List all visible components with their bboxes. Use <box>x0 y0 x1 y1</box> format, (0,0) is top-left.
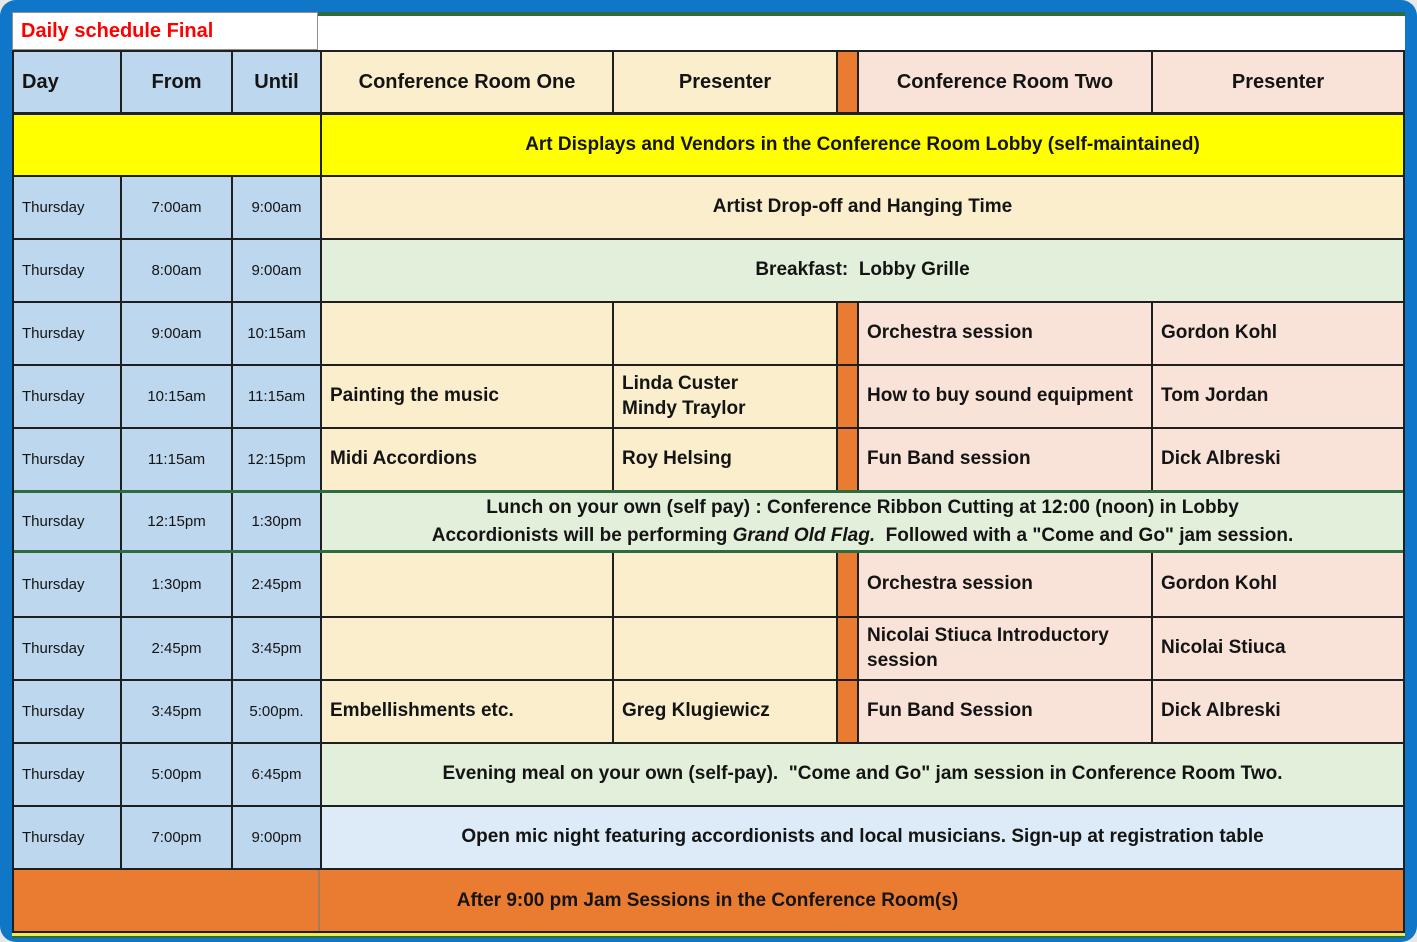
day-cell: Thursday <box>14 618 120 679</box>
presenter-one-cell <box>612 553 836 616</box>
presenter-two-cell: Gordon Kohl <box>1151 303 1403 364</box>
evening-meal-text: Evening meal on your own (self-pay). "Come and Go" jam session in Conference Room Two. <box>320 744 1403 805</box>
art-displays-row <box>14 112 1403 175</box>
room-one-cell: Embellishments etc. <box>320 681 612 742</box>
presenter-one-cell <box>612 366 836 427</box>
from-cell: 5:00pm <box>120 744 231 805</box>
from-cell: 10:15am <box>120 366 231 427</box>
day-cell: Thursday <box>14 553 120 616</box>
day-cell: Thursday <box>14 303 120 364</box>
divider-column <box>836 303 857 364</box>
session-row-245 <box>14 616 1403 679</box>
presenter-two-cell: Dick Albreski <box>1151 681 1403 742</box>
day-cell: Thursday <box>14 493 120 550</box>
divider-column <box>836 553 857 616</box>
room-one-cell: Painting the music <box>320 366 612 427</box>
lunch-line-2 <box>432 522 1294 550</box>
from-cell: 2:45pm <box>120 618 231 679</box>
until-cell: 6:45pm <box>231 744 320 805</box>
until-cell: 1:30pm <box>231 493 320 550</box>
presenter-two-cell: Tom Jordan <box>1151 366 1403 427</box>
from-cell: 12:15pm <box>120 493 231 550</box>
until-cell: 11:15am <box>231 366 320 427</box>
day-cell: Thursday <box>14 240 120 301</box>
session-row-345 <box>14 679 1403 742</box>
banner-left-cell <box>14 115 320 175</box>
artist-dropoff-row <box>14 175 1403 238</box>
room-two-cell: Fun Band Session <box>857 681 1151 742</box>
header-row <box>14 52 1403 112</box>
presenter-line: Mindy Traylor <box>622 397 746 419</box>
presenter-line: Linda Custer <box>622 372 739 394</box>
artist-dropoff-text: Artist Drop-off and Hanging Time <box>320 177 1403 238</box>
session-row-1115 <box>14 427 1403 490</box>
room-one-cell: Midi Accordions <box>320 429 612 490</box>
room-one-cell <box>320 303 612 364</box>
open-mic-row <box>14 805 1403 868</box>
divider-column <box>836 366 857 427</box>
col-header-presenter-one: Presenter <box>612 52 836 112</box>
day-cell: Thursday <box>14 681 120 742</box>
col-header-day: Day <box>14 52 120 112</box>
until-cell: 3:45pm <box>231 618 320 679</box>
presenter-two-cell: Nicolai Stiuca <box>1151 618 1403 679</box>
presenter-one-cell: Roy Helsing <box>612 429 836 490</box>
from-cell: 8:00am <box>120 240 231 301</box>
room-two-cell: How to buy sound equipment <box>857 366 1151 427</box>
lunch-row <box>14 490 1403 553</box>
day-cell: Thursday <box>14 807 120 868</box>
session-row-900 <box>14 301 1403 364</box>
day-cell: Thursday <box>14 366 120 427</box>
from-cell: 11:15am <box>120 429 231 490</box>
room-two-cell: Orchestra session <box>857 303 1151 364</box>
lunch-text <box>320 493 1403 550</box>
open-mic-text: Open mic night featuring accordionists and local musicians. Sign-up at registration table <box>320 807 1403 868</box>
presenter-one-cell: Greg Klugiewicz <box>612 681 836 742</box>
presenter-two-cell: Dick Albreski <box>1151 429 1403 490</box>
col-header-from: From <box>120 52 231 112</box>
from-cell: 7:00am <box>120 177 231 238</box>
lunch-line-2-before: Accordionists will be performing <box>431 524 733 546</box>
after-hours-text: After 9:00 pm Jam Sessions in the Conference Room(s) <box>456 889 959 911</box>
page-title: Daily schedule Final <box>12 12 318 50</box>
col-header-room-two: Conference Room Two <box>857 52 1151 112</box>
until-cell: 9:00pm <box>231 807 320 868</box>
breakfast-row <box>14 238 1403 301</box>
lunch-line-2-after: Followed with a "Come and Go" jam session. <box>875 524 1294 546</box>
day-cell: Thursday <box>14 429 120 490</box>
from-cell: 9:00am <box>120 303 231 364</box>
title-row-spacer <box>318 12 1405 50</box>
col-header-room-one: Conference Room One <box>320 52 612 112</box>
divider-column <box>836 52 857 112</box>
session-row-130 <box>14 553 1403 616</box>
day-cell: Thursday <box>14 744 120 805</box>
room-one-cell <box>320 618 612 679</box>
session-row-1015 <box>14 364 1403 427</box>
from-cell: 7:00pm <box>120 807 231 868</box>
until-cell: 9:00am <box>231 177 320 238</box>
from-cell: 1:30pm <box>120 553 231 616</box>
room-two-cell: Orchestra session <box>857 553 1151 616</box>
divider-column <box>836 618 857 679</box>
lunch-line-2-italic: Grand Old Flag. <box>732 524 876 546</box>
until-cell: 9:00am <box>231 240 320 301</box>
lunch-line-1: Lunch on your own (self pay) : Conference Ribbon Cutting at 12:00 (noon) in Lobby <box>486 496 1239 518</box>
col-header-until: Until <box>231 52 320 112</box>
divider-column <box>836 429 857 490</box>
worksheet <box>12 12 1405 930</box>
presenter-one-cell <box>612 618 836 679</box>
until-cell: 5:00pm. <box>231 681 320 742</box>
room-two-cell: Fun Band session <box>857 429 1151 490</box>
schedule-table <box>12 50 1405 933</box>
presenter-two-cell: Gordon Kohl <box>1151 553 1403 616</box>
room-one-cell <box>320 553 612 616</box>
col-header-presenter-two: Presenter <box>1151 52 1403 112</box>
until-cell: 2:45pm <box>231 553 320 616</box>
title-row <box>12 12 1405 50</box>
evening-meal-row <box>14 742 1403 805</box>
bottom-green-strip <box>12 936 1405 938</box>
room-two-cell: Nicolai Stiuca Introductory session <box>857 618 1151 679</box>
presenter-one-cell <box>612 303 836 364</box>
breakfast-text: Breakfast: Lobby Grille <box>320 240 1403 301</box>
until-cell: 12:15pm <box>231 429 320 490</box>
from-cell: 3:45pm <box>120 681 231 742</box>
day-cell: Thursday <box>14 177 120 238</box>
after-hours-row <box>14 868 1403 931</box>
divider-column <box>836 681 857 742</box>
until-cell: 10:15am <box>231 303 320 364</box>
art-displays-text: Art Displays and Vendors in the Conference Room Lobby (self-maintained) <box>320 115 1403 175</box>
